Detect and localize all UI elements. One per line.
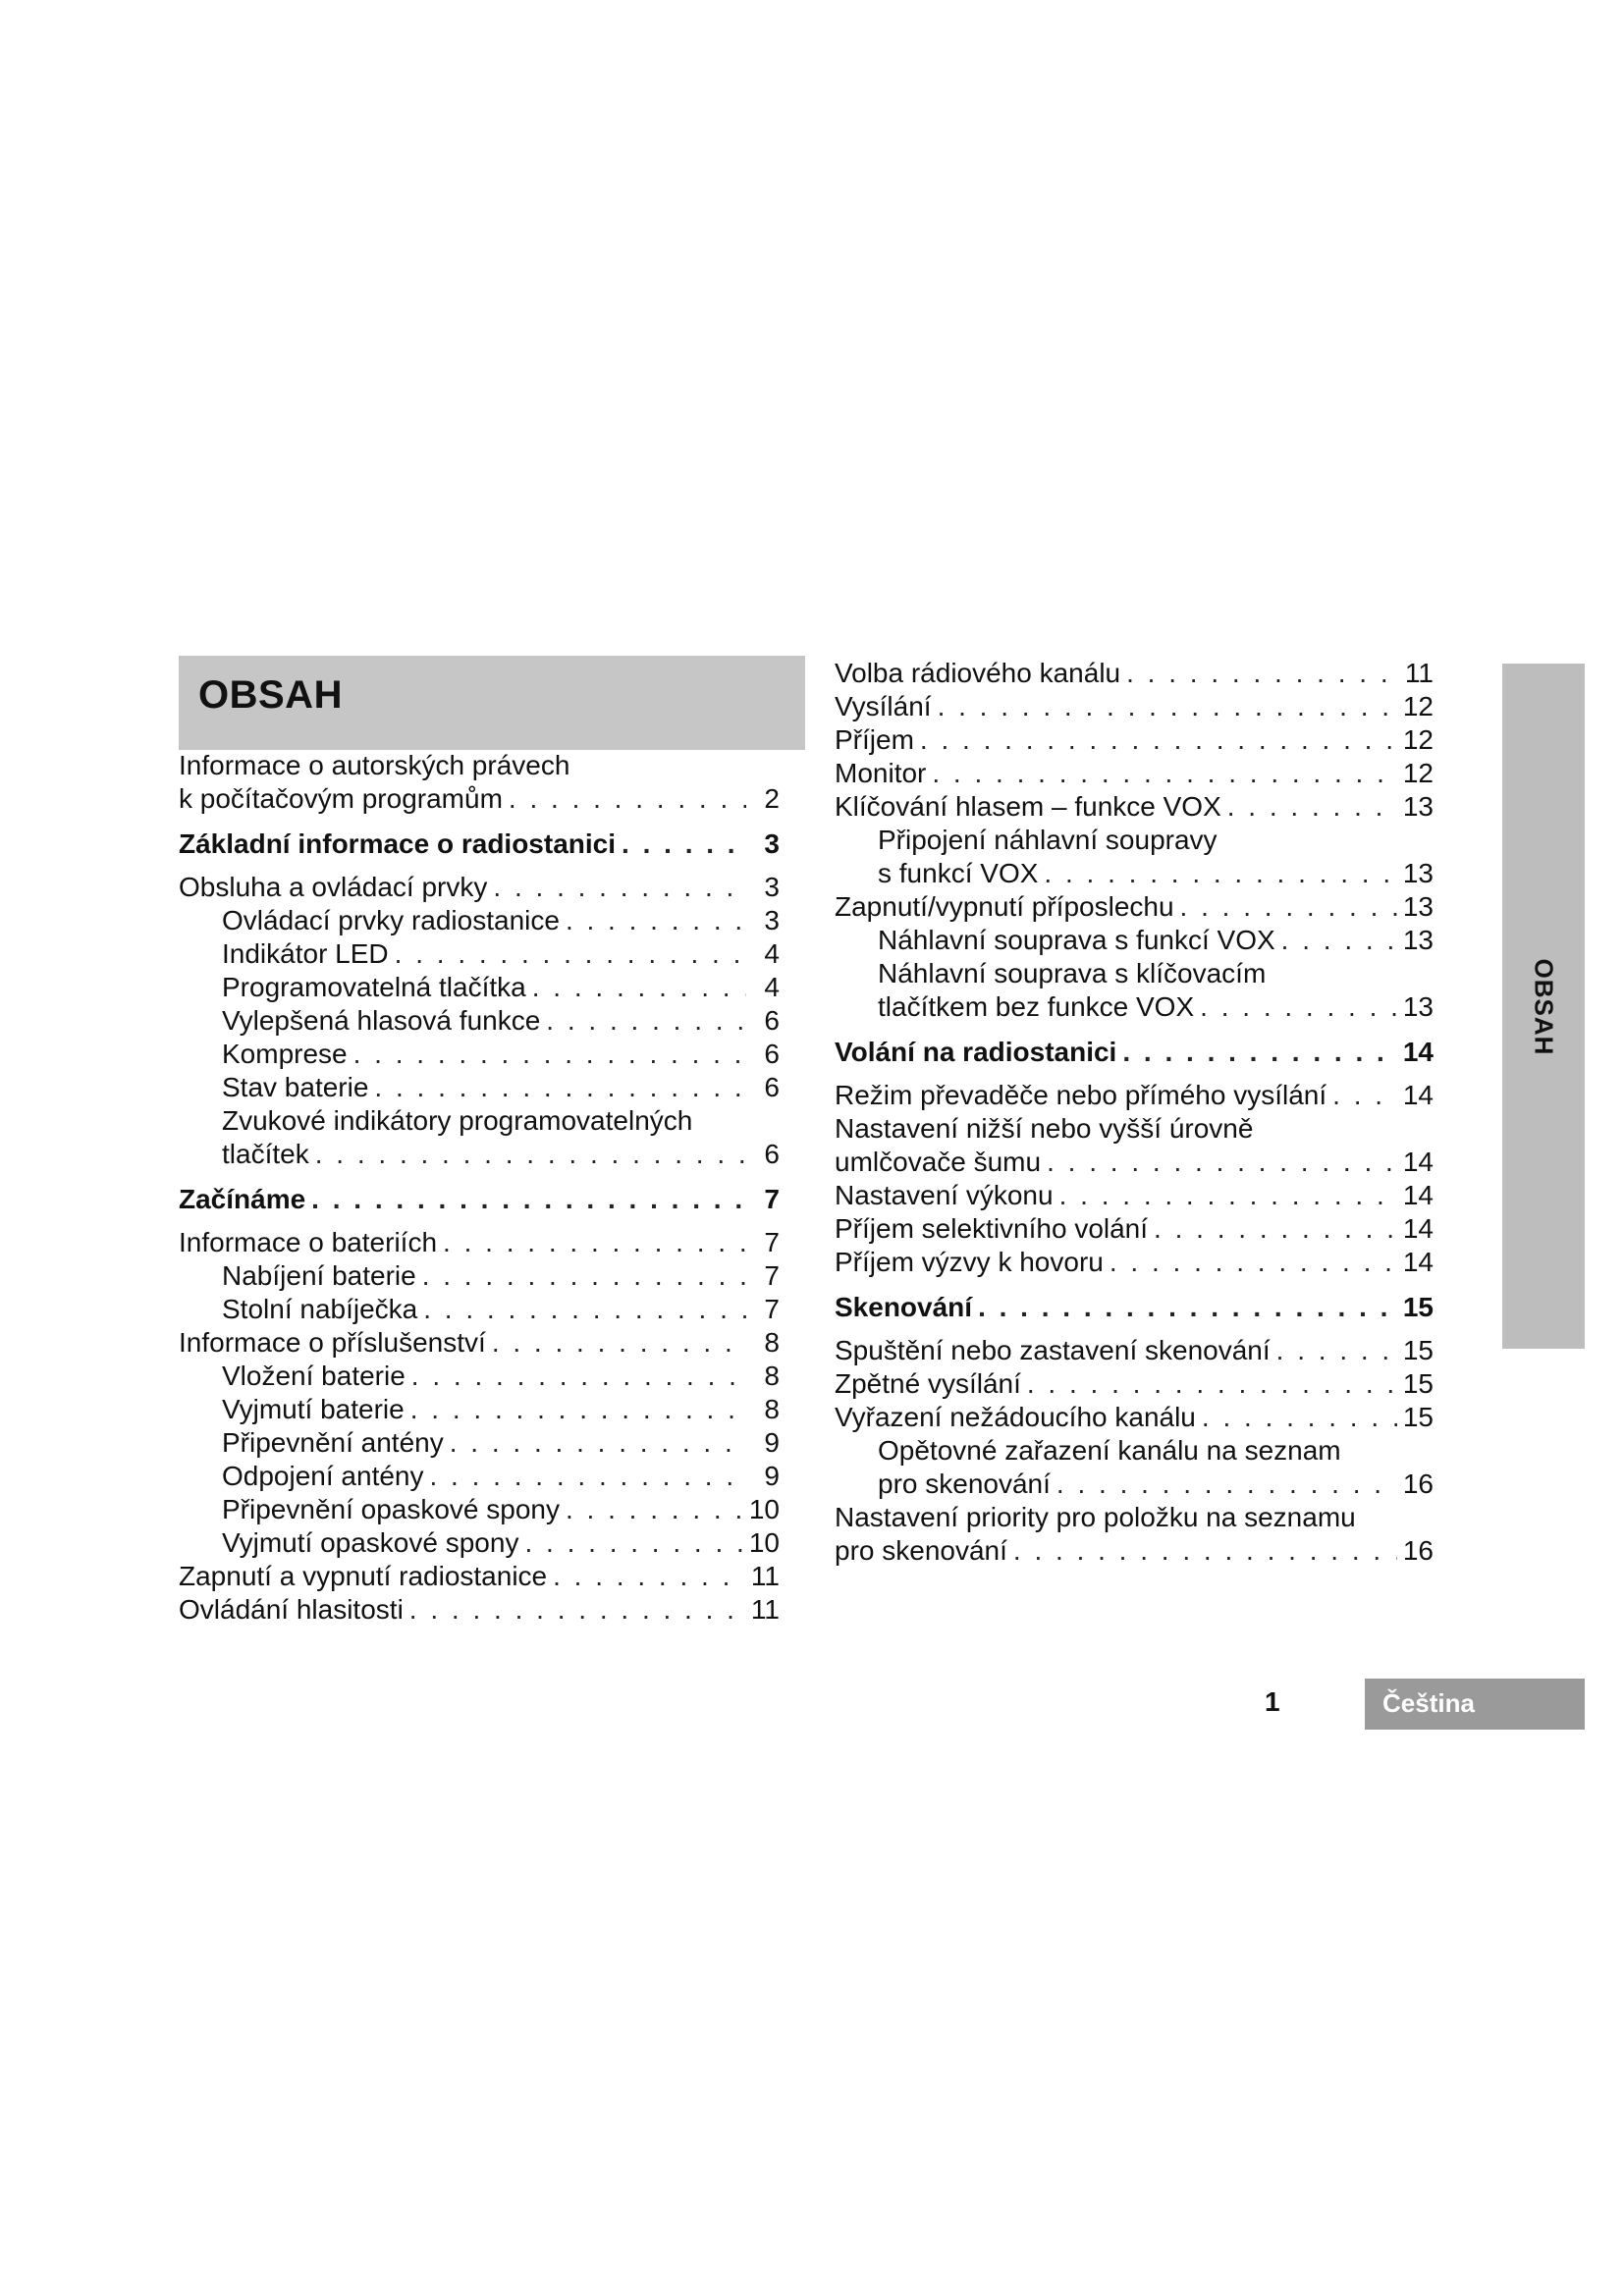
toc-entry[interactable] (179, 1071, 780, 1104)
toc-entry[interactable] (179, 1038, 780, 1071)
dot-leader (409, 1593, 745, 1627)
toc-entry-page: 6 (764, 1005, 780, 1036)
toc-entry-page: 3 (764, 828, 780, 859)
toc-entry-page: 6 (764, 1072, 780, 1102)
toc-entry-page: 8 (764, 1394, 780, 1424)
toc-entry-label: Volání na radiostanici (835, 1037, 1117, 1067)
toc-entry-label: Monitor (835, 758, 927, 788)
dot-leader (410, 1393, 746, 1426)
toc-left-column (179, 749, 780, 1627)
toc-entry-label: Základní informace o radiostanici (179, 828, 617, 859)
toc-entry[interactable] (179, 1493, 780, 1526)
toc-entry-label: Stav baterie (222, 1072, 369, 1102)
toc-entry[interactable] (179, 1593, 780, 1627)
toc-entry-label: s funkcí VOX (878, 858, 1039, 888)
dot-leader (1059, 1179, 1397, 1212)
dot-leader (430, 1460, 747, 1493)
toc-entry[interactable] (179, 1460, 780, 1493)
toc-entry-label: Vyjmutí opaskové spony (222, 1527, 519, 1558)
dot-leader (1044, 857, 1396, 890)
dot-leader (374, 1071, 746, 1104)
dot-leader (1122, 1036, 1397, 1069)
language-badge (1365, 1679, 1585, 1730)
dot-leader (353, 1038, 746, 1071)
toc-entry-label: Náhlavní souprava s funkcí VOX (878, 925, 1275, 955)
toc-entry-label: Ovládání hlasitosti (179, 1594, 404, 1625)
toc-entry-label: umlčovače šumu (835, 1147, 1042, 1177)
dot-leader (1332, 1079, 1397, 1112)
dot-leader (1154, 1212, 1397, 1246)
dot-leader (1056, 1468, 1397, 1501)
toc-entry-label: tlačítek (222, 1139, 309, 1169)
toc-entry[interactable] (835, 924, 1434, 957)
toc-entry[interactable] (179, 1360, 780, 1393)
toc-entry-page: 7 (764, 1184, 780, 1214)
dot-leader (1027, 1367, 1397, 1401)
dot-leader (546, 1004, 746, 1038)
toc-entry[interactable] (179, 971, 780, 1004)
toc-entry-page: 14 (1402, 1080, 1434, 1110)
toc-entry-label: Příjem (835, 724, 914, 755)
title-bar (179, 656, 805, 750)
toc-entry-page: 12 (1402, 758, 1434, 788)
dot-leader (492, 1326, 746, 1360)
toc-entry-page: 13 (1402, 858, 1434, 888)
toc-entry-label: Klíčování hlasem – funkce VOX (835, 791, 1221, 822)
toc-entry-label: Indikátor LED (222, 938, 389, 969)
dot-leader (566, 1493, 743, 1526)
toc-entry[interactable] (835, 1146, 1434, 1179)
toc-entry-label: Spuštění nebo zastavení skenování (835, 1335, 1271, 1365)
toc-entry-page: 13 (1402, 991, 1434, 1022)
toc-entry[interactable] (835, 1367, 1434, 1401)
toc-entry-page: 7 (764, 1227, 780, 1257)
toc-entry-page: 15 (1402, 1402, 1434, 1432)
dot-leader (395, 937, 746, 971)
toc-entry[interactable] (179, 937, 780, 971)
toc-entry-label: Informace o příslušenství (179, 1327, 486, 1358)
toc-entry-page: 13 (1402, 791, 1434, 822)
toc-entry-first-line: Opětovné zařazení kanálu na seznam (878, 1435, 1341, 1466)
toc-entry[interactable] (179, 1560, 780, 1593)
toc-entry[interactable] (179, 904, 780, 937)
toc-entry-page: 9 (764, 1427, 780, 1458)
toc-entry-page: 7 (764, 1294, 780, 1324)
side-tab-label: OBSAH (1529, 958, 1559, 1056)
dot-leader (1202, 1401, 1397, 1434)
toc-entry[interactable] (835, 1079, 1434, 1112)
toc-entry[interactable] (835, 1212, 1434, 1246)
dot-leader (622, 828, 746, 861)
toc-entry-page: 15 (1402, 1368, 1434, 1399)
toc-entry-label: Komprese (222, 1039, 348, 1069)
toc-entry-label: Obsluha a ovládací prvky (179, 872, 488, 902)
toc-entry-page: 12 (1402, 691, 1434, 721)
toc-entry-page: 13 (1402, 925, 1434, 955)
toc-entry-page: 8 (764, 1327, 780, 1358)
toc-entry-label: Stolní nabíječka (222, 1294, 418, 1324)
dot-leader (920, 723, 1397, 757)
toc-entry[interactable] (179, 1526, 780, 1560)
dot-leader (1013, 1534, 1397, 1568)
toc-entry[interactable] (179, 1259, 780, 1293)
toc-entry-page: 3 (764, 872, 780, 902)
dot-leader (450, 1426, 746, 1460)
toc-entry-page: 13 (1402, 891, 1434, 922)
toc-entry[interactable] (835, 1401, 1434, 1434)
toc-entry-page: 2 (764, 783, 780, 814)
dot-leader (311, 1183, 746, 1216)
toc-entry-page: 12 (1402, 724, 1434, 755)
toc-entry-page: 16 (1402, 1468, 1434, 1499)
toc-entry[interactable] (179, 1326, 780, 1360)
toc-entry[interactable] (835, 1334, 1434, 1367)
dot-leader (1200, 990, 1397, 1024)
toc-entry-page: 11 (750, 1561, 780, 1591)
toc-entry[interactable] (835, 1468, 1434, 1501)
toc-entry[interactable] (835, 890, 1434, 924)
toc-entry-label: Skenování (835, 1292, 973, 1322)
toc-section-heading[interactable] (179, 828, 780, 861)
dot-leader (938, 690, 1397, 723)
dot-leader (1227, 790, 1397, 824)
toc-entry-page: 11 (750, 1594, 780, 1625)
toc-entry-label: Zapnutí/vypnutí příposlechu (835, 891, 1174, 922)
dot-leader (493, 871, 746, 904)
dot-leader (566, 904, 746, 937)
toc-entry-label: Zpětné vysílání (835, 1368, 1021, 1399)
dot-leader (1126, 657, 1399, 690)
toc-entry[interactable] (179, 782, 780, 816)
dot-leader (1047, 1146, 1397, 1179)
toc-entry-page: 7 (764, 1260, 780, 1291)
dot-leader (509, 782, 746, 816)
toc-entry-label: Volba rádiového kanálu (835, 658, 1121, 688)
toc-entry-label: Programovatelná tlačítka (222, 972, 526, 1002)
toc-entry-page: 14 (1402, 1247, 1434, 1277)
toc-entry-label: Zapnutí a vypnutí radiostanice (179, 1561, 548, 1591)
toc-entry-label: Začínáme (179, 1184, 306, 1214)
toc-entry-label: Příjem selektivního volání (835, 1213, 1149, 1244)
toc-entry-label: k počítačovým programům (179, 783, 503, 814)
dot-leader (1180, 890, 1397, 924)
toc-entry-label: pro skenování (878, 1468, 1051, 1499)
toc-entry-page: 15 (1402, 1335, 1434, 1365)
toc-entry-label: Příjem výzvy k hovoru (835, 1247, 1104, 1277)
toc-entry[interactable] (179, 1004, 780, 1038)
toc-entry[interactable] (835, 723, 1434, 757)
dot-leader (978, 1291, 1397, 1324)
toc-entry-label: Režim převaděče nebo přímého vysílání (835, 1080, 1327, 1110)
toc-entry[interactable] (835, 757, 1434, 790)
toc-entry-page: 14 (1402, 1213, 1434, 1244)
toc-entry[interactable] (835, 657, 1434, 690)
toc-entry-label: Vylepšená hlasová funkce (222, 1005, 541, 1036)
dot-leader (443, 1226, 746, 1259)
toc-entry-label: Ovládací prvky radiostanice (222, 905, 560, 935)
toc-entry-label: Připevnění opaskové spony (222, 1494, 560, 1524)
toc-entry-page: 14 (1402, 1037, 1434, 1067)
toc-entry-first-line: Zvukové indikátory programovatelných (222, 1105, 693, 1136)
toc-entry[interactable] (179, 1426, 780, 1460)
dot-leader (932, 757, 1396, 790)
toc-entry[interactable] (179, 1393, 780, 1426)
toc-entry-first-line: Nastavení nižší nebo vyšší úrovně (835, 1113, 1254, 1144)
toc-entry-label: tlačítkem bez funkce VOX (878, 991, 1195, 1022)
language-label: Čeština (1382, 1688, 1475, 1718)
toc-entry-page: 4 (764, 972, 780, 1002)
dot-leader (1276, 1334, 1397, 1367)
toc-entry[interactable] (179, 1226, 780, 1259)
toc-section-heading[interactable] (835, 1291, 1434, 1324)
dot-leader (553, 1560, 745, 1593)
dot-leader (423, 1293, 746, 1326)
toc-entry-label: Odpojení antény (222, 1461, 424, 1491)
toc-section-heading[interactable] (179, 1183, 780, 1216)
toc-entry-page: 6 (764, 1139, 780, 1169)
toc-entry-label: Vysílání (835, 691, 932, 721)
toc-entry[interactable] (179, 871, 780, 904)
toc-entry-first-line: Informace o autorských právech (179, 750, 570, 780)
toc-entry-page: 15 (1402, 1292, 1434, 1322)
toc-entry[interactable] (835, 1534, 1434, 1568)
toc-entry-label: Vyřazení nežádoucího kanálu (835, 1402, 1196, 1432)
dot-leader (532, 971, 746, 1004)
toc-entry-page: 3 (764, 905, 780, 935)
dot-leader (411, 1360, 746, 1393)
toc-entry-first-line: Připojení náhlavní soupravy (878, 825, 1218, 855)
toc-entry[interactable] (179, 1138, 780, 1171)
toc-entry[interactable] (835, 790, 1434, 824)
page-title: OBSAH (198, 673, 343, 717)
page-number: 1 (1265, 1686, 1280, 1717)
toc-entry-page: 16 (1402, 1535, 1434, 1566)
toc-section-heading[interactable] (835, 1036, 1434, 1069)
toc-entry[interactable] (835, 990, 1434, 1024)
dot-leader (1281, 924, 1397, 957)
toc-entry[interactable] (835, 690, 1434, 723)
toc-entry-page: 14 (1402, 1180, 1434, 1210)
toc-entry[interactable] (835, 1246, 1434, 1279)
toc-entry-first-line: Náhlavní souprava s klíčovacím (878, 958, 1267, 988)
dot-leader (315, 1138, 746, 1171)
dot-leader (1110, 1246, 1397, 1279)
dot-leader (524, 1526, 742, 1560)
toc-entry-label: Připevnění antény (222, 1427, 444, 1458)
toc-entry-label: Nastavení výkonu (835, 1180, 1054, 1210)
dot-leader (422, 1259, 746, 1293)
toc-entry[interactable] (179, 1293, 780, 1326)
toc-right-column (835, 657, 1434, 1568)
toc-entry-first-line: Nastavení priority pro položku na seznamu (835, 1502, 1356, 1532)
toc-entry[interactable] (835, 857, 1434, 890)
toc-entry-page: 8 (764, 1361, 780, 1391)
toc-entry-label: Vyjmutí baterie (222, 1394, 405, 1424)
toc-entry-page: 10 (748, 1494, 780, 1524)
toc-entry-label: pro skenování (835, 1535, 1007, 1566)
toc-entry-page: 10 (748, 1527, 780, 1558)
toc-entry-label: Vložení baterie (222, 1361, 406, 1391)
toc-entry-page: 6 (764, 1039, 780, 1069)
toc-entry-label: Informace o bateriích (179, 1227, 438, 1257)
toc-entry[interactable] (835, 1179, 1434, 1212)
toc-entry-label: Nabíjení baterie (222, 1260, 416, 1291)
toc-entry-page: 4 (764, 938, 780, 969)
toc-entry-page: 9 (764, 1461, 780, 1491)
toc-entry-page: 14 (1402, 1147, 1434, 1177)
toc-entry-page: 11 (1404, 658, 1434, 688)
